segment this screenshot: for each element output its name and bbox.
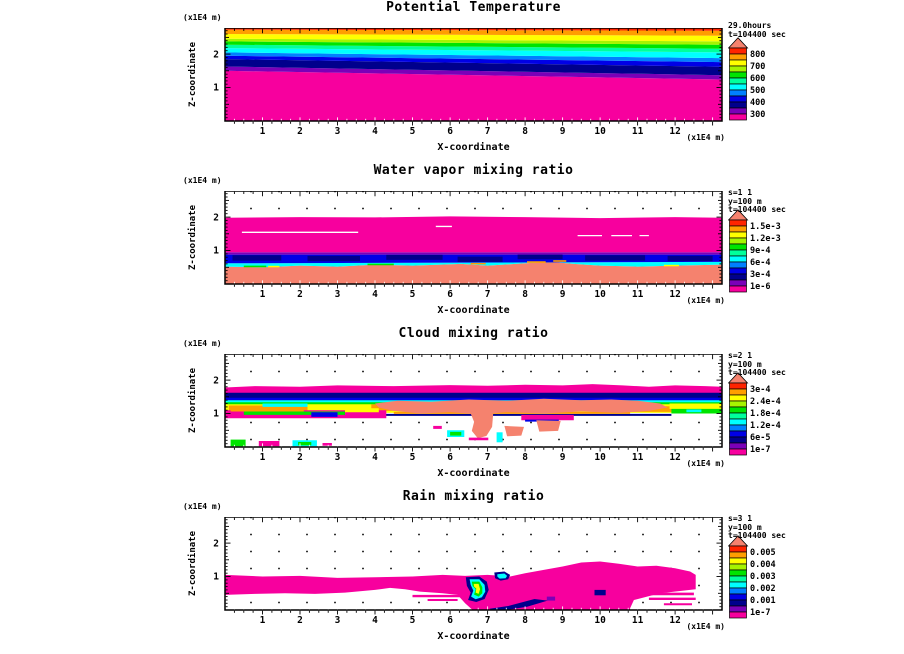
- contour-region: [686, 410, 701, 413]
- contour-plot: [205, 191, 742, 303]
- x-axis-unit-label: (x1E4 m): [686, 133, 725, 142]
- contour-region: [323, 443, 332, 446]
- contour-region: [225, 393, 722, 398]
- contour-region: [664, 265, 679, 267]
- x-tick-label: 9: [559, 126, 566, 137]
- x-tick-label: 12: [669, 126, 681, 137]
- x-tick-label: 4: [372, 289, 378, 300]
- y-axis-unit-label: (x1E4 m): [183, 502, 222, 511]
- colorbar-label: 9e-4: [750, 245, 771, 256]
- contour-region: [640, 235, 649, 236]
- x-tick-label: 5: [409, 452, 416, 463]
- y-axis-unit-label: (x1E4 m): [183, 339, 222, 348]
- contour-region: [345, 408, 379, 412]
- contour-region: [497, 432, 503, 442]
- panel-water-vapor-mixing-ratio: [0, 163, 904, 326]
- annotation-line: 29.0hours: [728, 21, 772, 30]
- x-tick-label: 1: [259, 289, 266, 300]
- annotation-line: s=2 1: [728, 351, 753, 360]
- panel-rain-mixing-ratio: [0, 489, 904, 652]
- x-tick-label: 4: [372, 126, 378, 137]
- y-tick-label: 1: [213, 571, 219, 583]
- contour-region: [664, 603, 692, 605]
- panel-potential-temperature: [0, 0, 904, 163]
- contour-region: [259, 441, 280, 446]
- colorbar-label: 1e-7: [750, 607, 771, 618]
- x-tick-label: 11: [631, 615, 644, 626]
- contour-region: [471, 263, 486, 265]
- contour-region: [263, 404, 308, 407]
- y-tick-label: 1: [213, 82, 219, 94]
- contour-region: [469, 438, 489, 441]
- y-tick-label: 2: [213, 375, 219, 387]
- x-tick-label: 9: [559, 615, 566, 626]
- x-tick-label: 4: [372, 615, 378, 626]
- contour-plot: [205, 517, 742, 629]
- x-axis-label: X-coordinate: [437, 305, 510, 316]
- contour-region: [225, 252, 722, 254]
- x-tick-label: 7: [484, 289, 491, 300]
- panel-title: Cloud mixing ratio: [398, 326, 549, 341]
- contour-region: [595, 590, 606, 595]
- x-tick-label: 2: [297, 615, 303, 626]
- x-tick-label: 12: [669, 289, 681, 300]
- y-tick-label: 2: [213, 49, 219, 61]
- x-tick-label: 3: [334, 615, 341, 626]
- contour-region: [436, 226, 452, 227]
- x-axis-unit-label: (x1E4 m): [686, 459, 725, 468]
- colorbar-label: 300: [750, 109, 766, 120]
- contour-region: [231, 406, 304, 411]
- contour-region: [311, 412, 337, 417]
- x-tick-label: 3: [334, 452, 341, 463]
- colorbar-label: 600: [750, 73, 766, 84]
- contour-plot: [205, 28, 742, 140]
- x-tick-label: 8: [522, 126, 528, 137]
- contour-region: [649, 598, 696, 600]
- contour-region: [368, 264, 394, 266]
- colorbar-label: 6e-4: [750, 257, 771, 268]
- annotation-line: t=104400 sec: [728, 368, 786, 377]
- x-tick-label: 6: [447, 452, 453, 463]
- contour-region: [611, 235, 632, 236]
- annotation-line: t=104400 sec: [728, 29, 786, 39]
- contour-region: [670, 404, 723, 409]
- x-tick-label: 5: [409, 615, 416, 626]
- x-tick-label: 6: [447, 615, 453, 626]
- annotation-line: s=1 1: [728, 188, 753, 197]
- x-tick-label: 9: [559, 452, 566, 463]
- x-tick-label: 2: [297, 126, 303, 137]
- z-axis-label: Z-coordinate: [188, 367, 198, 434]
- y-axis-unit-label: (x1E4 m): [183, 13, 222, 22]
- time-annotation: [728, 189, 786, 215]
- colorbar-label: 0.001: [750, 595, 776, 606]
- contour-region: [578, 235, 602, 236]
- colorbar-label: 0.005: [750, 547, 776, 558]
- annotation-line: s=3 1: [728, 514, 753, 523]
- contour-region: [268, 266, 279, 268]
- z-axis-label: Z-coordinate: [188, 41, 198, 108]
- contour-region: [428, 599, 458, 601]
- colorbar-label: 1e-6: [750, 281, 771, 292]
- annotation-line: t=104400 sec: [728, 205, 786, 214]
- colorbar-label: 6e-5: [750, 432, 771, 443]
- panel-cloud-mixing-ratio: [0, 326, 904, 489]
- x-tick-label: 2: [297, 452, 303, 463]
- annotation-line: y=100 m: [728, 196, 762, 206]
- contour-plot-svg: [205, 354, 742, 466]
- time-annotation: [728, 22, 786, 39]
- x-tick-label: 10: [594, 289, 606, 300]
- contour-region: [450, 432, 461, 436]
- contour-plot-svg: [205, 28, 742, 140]
- x-tick-label: 1: [259, 615, 266, 626]
- x-tick-label: 7: [484, 126, 491, 137]
- x-tick-label: 12: [669, 452, 681, 463]
- contour-region: [386, 255, 442, 260]
- contour-region: [518, 255, 563, 260]
- panel-title: Water vapor mixing ratio: [373, 163, 574, 178]
- contour-region: [308, 256, 361, 261]
- colorbar-label: 800: [750, 49, 766, 60]
- z-axis-label: Z-coordinate: [188, 530, 198, 597]
- x-tick-label: 6: [447, 289, 453, 300]
- colorbar-label: 700: [750, 61, 766, 72]
- panel-title: Rain mixing ratio: [402, 489, 545, 504]
- x-tick-label: 12: [669, 615, 681, 626]
- x-tick-label: 11: [631, 289, 644, 300]
- x-tick-label: 7: [484, 452, 491, 463]
- x-tick-label: 3: [334, 289, 341, 300]
- x-tick-label: 5: [409, 289, 416, 300]
- x-tick-label: 10: [594, 452, 606, 463]
- x-tick-label: 5: [409, 126, 416, 137]
- colorbar-label: 400: [750, 97, 766, 108]
- contour-region: [242, 232, 358, 233]
- contour-region: [458, 257, 503, 262]
- contour-region: [471, 414, 494, 439]
- x-axis-unit-label: (x1E4 m): [686, 296, 725, 305]
- contour-region: [225, 562, 696, 611]
- colorbar-label: 0.004: [750, 559, 776, 570]
- contour-region: [504, 426, 524, 436]
- contour-region: [527, 261, 546, 263]
- x-tick-label: 8: [522, 615, 528, 626]
- contour-region: [521, 415, 574, 420]
- y-tick-label: 1: [213, 245, 219, 257]
- x-tick-label: 2: [297, 289, 303, 300]
- y-axis-unit-label: (x1E4 m): [183, 176, 222, 185]
- x-tick-label: 6: [447, 126, 453, 137]
- annotation-line: y=100 m: [728, 359, 762, 369]
- y-tick-label: 2: [213, 212, 219, 224]
- contour-region: [634, 593, 694, 596]
- x-tick-label: 1: [259, 452, 266, 463]
- x-axis-label: X-coordinate: [437, 631, 510, 642]
- x-tick-label: 7: [484, 615, 491, 626]
- contour-region: [585, 255, 645, 260]
- contour-region: [225, 71, 722, 121]
- colorbar-label: 1e-7: [750, 444, 771, 455]
- colorbar-label: 1.2e-3: [750, 233, 781, 244]
- contour-plot-svg: [205, 517, 742, 629]
- contour-region: [668, 256, 713, 261]
- time-annotation: [728, 352, 786, 378]
- panel-title: Potential Temperature: [386, 0, 561, 15]
- contour-region: [225, 216, 722, 252]
- colorbar-label: 3e-4: [750, 269, 771, 280]
- annotation-line: y=100 m: [728, 522, 762, 532]
- contour-region: [433, 426, 442, 429]
- contour-region: [553, 260, 566, 262]
- annotation-line: t=104400 sec: [728, 531, 786, 540]
- contour-region: [536, 420, 560, 431]
- x-tick-label: 8: [522, 452, 528, 463]
- y-tick-label: 2: [213, 538, 219, 550]
- time-annotation: [728, 515, 786, 541]
- x-axis-label: X-coordinate: [437, 142, 510, 153]
- colorbar-label: 1.5e-3: [750, 221, 781, 232]
- x-tick-label: 11: [631, 452, 644, 463]
- y-tick-label: 1: [213, 408, 219, 420]
- x-tick-label: 1: [259, 126, 266, 137]
- z-axis-label: Z-coordinate: [188, 204, 198, 271]
- colorbar-label: 0.003: [750, 571, 776, 582]
- x-tick-label: 11: [631, 126, 644, 137]
- contour-region: [225, 384, 722, 393]
- x-tick-label: 8: [522, 289, 528, 300]
- contour-region: [244, 266, 266, 268]
- colorbar-label: 0.002: [750, 583, 776, 594]
- x-tick-label: 10: [594, 126, 606, 137]
- colorbar-label: 1.8e-4: [750, 408, 781, 419]
- colorbar-label: 2.4e-4: [750, 396, 781, 407]
- contour-region: [413, 595, 462, 597]
- contour-plot: [205, 354, 742, 466]
- x-tick-label: 4: [372, 452, 378, 463]
- x-tick-label: 9: [559, 289, 566, 300]
- x-tick-label: 10: [594, 615, 606, 626]
- contour-plot-svg: [205, 191, 742, 303]
- x-axis-label: X-coordinate: [437, 468, 510, 479]
- x-tick-label: 3: [334, 126, 341, 137]
- contour-region: [547, 597, 555, 601]
- contour-region: [233, 255, 282, 260]
- x-axis-unit-label: (x1E4 m): [686, 622, 725, 631]
- colorbar-label: 3e-4: [750, 384, 771, 395]
- colorbar-label: 1.2e-4: [750, 420, 781, 431]
- colorbar-label: 500: [750, 85, 766, 96]
